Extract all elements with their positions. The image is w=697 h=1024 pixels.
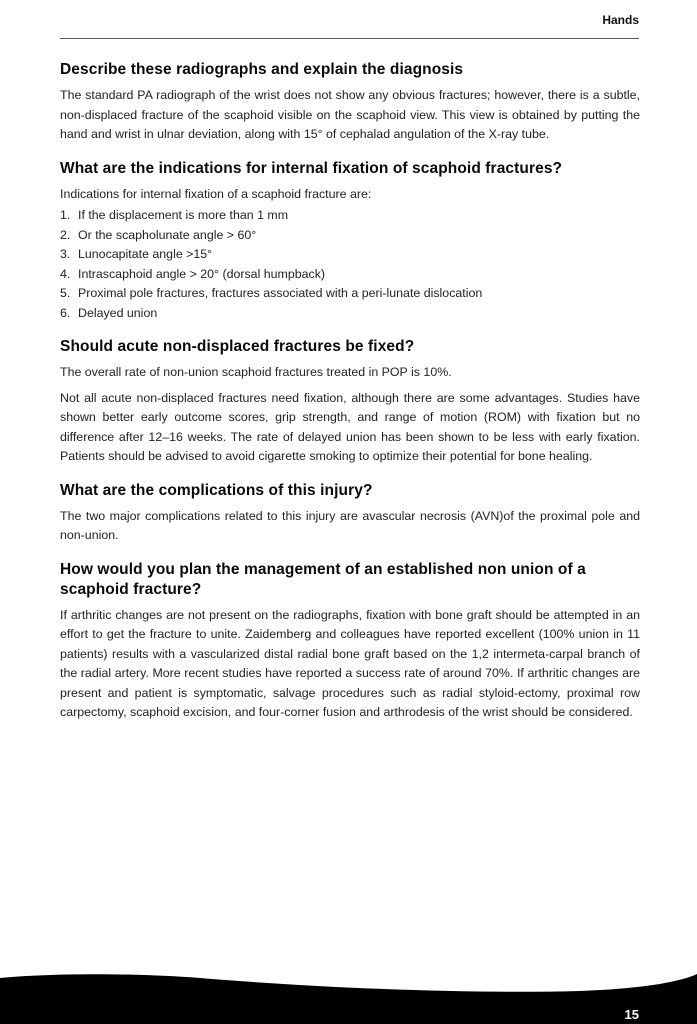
section-complications <box>60 481 640 546</box>
page-number: 15 <box>624 1007 639 1022</box>
body-paragraph: The standard PA radiograph of the wrist does not show any obvious fractures; however, there is a subtle, non-displaced fracture of the scaphoid visible on the scaphoid view. This view is obtained by putting the hand and wrist in ulnar deviation, along with 15° of cephalad angulation of the X-ray tube. <box>60 88 640 141</box>
body-paragraph: The two major complications related to this injury are avascular necrosis (AVN)of the proximal pole and non-union. <box>60 508 640 542</box>
list-text: If the displacement is more than 1 mm <box>78 208 289 222</box>
list-number: 6. <box>60 305 71 320</box>
page-content <box>60 60 640 737</box>
list-number: 5. <box>60 286 71 300</box>
list-text: Lunocapitate angle >15° <box>78 247 213 261</box>
list-number: 1. <box>60 208 71 222</box>
section-nonunion-management <box>60 560 640 723</box>
list-item <box>60 265 640 285</box>
section-heading: What are the complications of this injury? <box>60 481 373 499</box>
section-acute-fixation <box>60 337 640 467</box>
list-item <box>60 284 640 304</box>
section-diagnosis <box>60 60 640 145</box>
header-rule <box>60 38 639 39</box>
list-item <box>60 226 640 246</box>
body-paragraph: Indications for internal fixation of a scaphoid fracture are: <box>60 186 372 201</box>
list-number: 4. <box>60 266 71 281</box>
list-text: Intrascaphoid angle > 20° (dorsal humpback) <box>78 266 326 281</box>
list-text: Proximal pole fractures, fractures associated with a peri-lunate dislocation <box>78 286 483 300</box>
list-text: Or the scapholunate angle > 60° <box>78 227 257 242</box>
list-item <box>60 304 640 324</box>
section-heading: How would you plan the management of an established non union of a scaphoid fracture? <box>60 560 586 598</box>
list-item <box>60 245 640 265</box>
body-paragraph: If arthritic changes are not present on the radiographs, fixation with bone graft should be attempted in an effort to get the fracture to unite. Zaidemberg and colleagues have reported excellent (100% union in 11 patients) results with a vascularized distal radial bone graft based on the 1,2 intermeta-carpal branch of the radial artery. More recent studies have reported a success rate of around 70%. If arthritic changes are present and patient is symptomatic, salvage procedures such as radial styloid-ectomy, proximal row carpectomy, scaphoid excision, and four-corner fusion and arthrodesis of the wrist should be considered. <box>60 607 640 719</box>
body-paragraph: Not all acute non-displaced fractures need fixation, although there are some advantages. Studies have shown better early outcome scores, grip strength, and range of motion (ROM) with fixation but no difference after 12–16 weeks. The rate of delayed union has been shown to be less with early fixation. Patients should be advised to avoid cigarette smoking to optimize their potential for bone healing. <box>60 390 640 463</box>
footer-wave-band <box>0 972 697 1024</box>
running-head: Hands <box>602 13 639 27</box>
list-number: 3. <box>60 247 71 261</box>
list-text: Delayed union <box>78 305 158 320</box>
section-heading: Should acute non-displaced fractures be fixed? <box>60 338 415 355</box>
indications-list <box>60 206 640 323</box>
list-number: 2. <box>60 227 71 242</box>
list-item <box>60 206 640 226</box>
body-paragraph: The overall rate of non-union scaphoid fractures treated in POP is 10%. <box>60 365 452 379</box>
section-heading: What are the indications for internal fixation of scaphoid fractures? <box>60 159 563 177</box>
section-heading: Describe these radiographs and explain the diagnosis <box>60 61 464 78</box>
section-indications <box>60 159 640 324</box>
